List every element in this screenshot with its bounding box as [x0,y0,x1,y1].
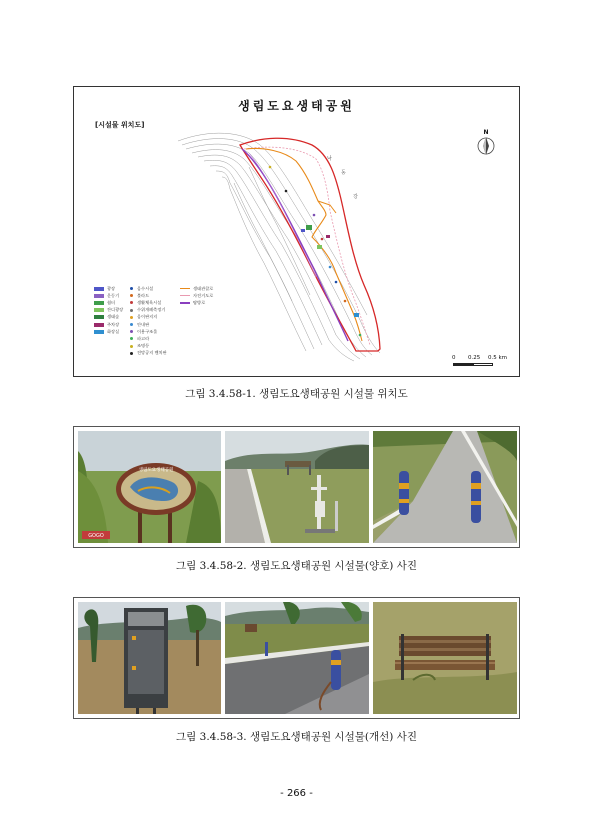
sign-header-text: 생림도요생태공원 [138,468,174,473]
legend-swatch [180,302,190,303]
legend-label: 생태관찰로 [193,285,214,291]
photo-info-sign [78,431,221,543]
legend-item [94,328,123,335]
photo-row-good [73,426,520,548]
river-char-2: 동 [341,170,346,176]
legend-swatch [94,315,104,319]
legend-swatch [130,301,133,304]
legend-swatch [94,287,104,291]
legend-label: 볼라드 [137,292,150,298]
legend-item [130,307,167,314]
legend-swatch [180,288,190,289]
legend-item [94,285,123,292]
legend-label: 생활체육시설 [137,299,162,305]
legend-label: 조명등 [137,343,150,349]
map-subtitle: [시설물 위치도] [95,121,145,129]
trail [242,149,348,341]
photo-bench [373,602,517,714]
legend-label: 잔디광장 [107,307,124,313]
legend-swatch [130,352,133,355]
banner-text: GOGO [88,533,104,539]
legend-label: 화장실 [107,328,120,334]
legend-label: 수위개폐측정기 [137,307,166,313]
legend-swatch [94,308,104,312]
legend-item [130,350,167,357]
legend-swatch [130,309,133,312]
legend-item [180,285,213,292]
scale-label-end: 0.5 km [488,355,508,361]
legend-label: 자전거도로 [193,292,214,298]
eco-route [246,149,362,342]
figure-caption-2: 그림 3.4.58-2. 생림도요생태공원 시설물(양호) 사진 [176,560,417,572]
photo-broken-bollard [225,602,369,714]
north-label: N [483,129,489,136]
legend-item [130,292,167,299]
figure-caption-1: 그림 3.4.58-1. 생림도요생태공원 시설물 위치도 [185,388,408,400]
legend-swatch [130,323,133,326]
legend-item [94,307,123,314]
legend-swatch [180,295,190,296]
legend-swatch [94,301,104,305]
legend-label: 생태숲 [107,314,120,320]
legend-label: 주차장 [107,321,120,327]
legend-swatch [130,330,133,333]
legend-label: 운동기 [107,292,120,298]
legend-label: 파고라 [137,335,150,341]
photo-row-improve [73,597,520,719]
photo-exercise-equipment [225,431,369,543]
map-title: 생림도요생태공원 [238,99,355,113]
legend-label: 전망공지 벤치판 [137,350,167,356]
scale-label-mid: 0.25 [468,355,481,361]
legend-swatch [130,337,133,340]
facility-markers [269,166,362,337]
legend-label: 광장 [107,285,116,291]
legend-label: 안내판 [137,321,150,327]
legend-item [130,314,167,321]
legend-label: 음수시설 [137,285,154,291]
legend-label: 쉼터 [107,299,116,305]
legend-item [94,299,123,306]
photo-faded-sign [78,602,221,714]
page-number: - 266 - [280,788,313,799]
facility-location-map [73,86,520,377]
legend-item [94,292,123,299]
legend-item [130,321,167,328]
scale-bar [452,355,510,369]
compass-icon [476,135,496,157]
legend-swatch [130,345,133,348]
legend-swatch [130,287,133,290]
photo-bollards [373,431,517,543]
legend-label: 음이판지지 [137,314,158,320]
legend-item [94,321,123,328]
river-char-1: 낙 [327,156,332,162]
terrain-contours [178,133,380,361]
legend-item [130,299,167,306]
legend-item [130,335,167,342]
legend-item [94,314,123,321]
north-arrow [476,129,496,157]
river-char-3: 강 [353,194,358,200]
legend-item [130,343,167,350]
legend-label: 탐방로 [193,299,206,305]
legend-swatch [94,330,104,334]
legend-swatch [130,316,133,319]
legend-swatch [94,323,104,327]
legend-item [180,292,213,299]
legend-swatch [130,294,133,297]
legend-item [130,328,167,335]
figure-caption-3: 그림 3.4.58-3. 생림도요생태공원 시설물(개선) 사진 [176,731,417,743]
legend-item [130,285,167,292]
legend-swatch [94,294,104,298]
legend-label: 이용구조물 [137,328,158,334]
legend-item [180,299,213,306]
scale-label-0: 0 [452,355,456,361]
